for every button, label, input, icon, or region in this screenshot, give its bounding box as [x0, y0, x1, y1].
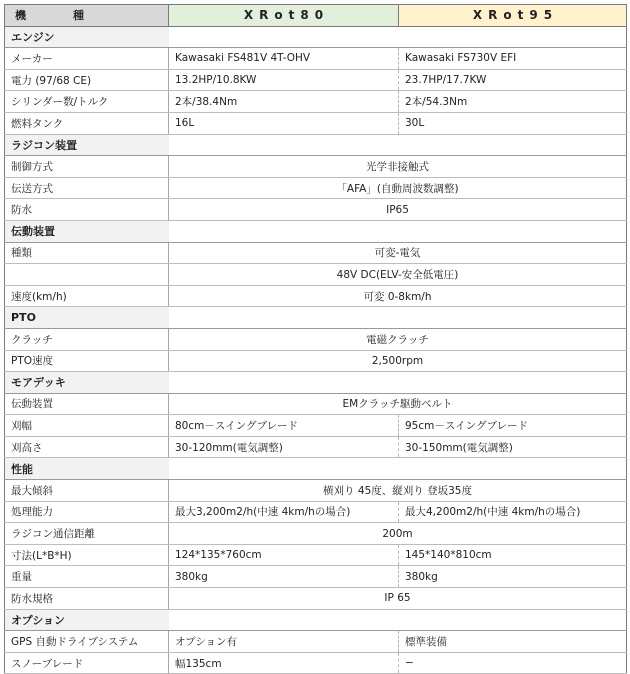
table-row: [5, 112, 627, 134]
spec-value-xrot80: 124*135*760cm: [169, 544, 399, 566]
spec-label: PTO速度: [5, 350, 169, 372]
section-title: モアデッキ: [5, 372, 169, 394]
section-header-row: [5, 458, 627, 480]
spec-label: ラジコン通信距離: [5, 523, 169, 545]
spec-label: スノーブレード: [5, 652, 169, 674]
section-header-row: [5, 220, 627, 242]
spec-value-shared: 電磁クラッチ: [169, 328, 627, 350]
spec-value-shared: 光学非接触式: [169, 156, 627, 178]
spec-value-shared: 横刈り 45度、縦刈り 登坂35度: [169, 480, 627, 502]
spec-value-shared: 「AFA」(自動周波数調整): [169, 177, 627, 199]
table-row: [5, 69, 627, 91]
section-header-row: [5, 372, 627, 394]
spec-value-xrot95: 95cm－スイングブレード: [399, 415, 627, 437]
table-row: [5, 523, 627, 545]
table-row: [5, 393, 627, 415]
spec-label: 防水: [5, 199, 169, 221]
table-row: [5, 566, 627, 588]
spec-value-shared: 200m: [169, 523, 627, 545]
spec-label: 寸法(L*B*H): [5, 544, 169, 566]
spec-label: [5, 264, 169, 286]
spec-value-xrot80: 30-120mm(電気調整): [169, 436, 399, 458]
spec-label: 伝送方式: [5, 177, 169, 199]
section-header-row: [5, 26, 627, 48]
spec-label: 防水規格: [5, 588, 169, 610]
spec-value-shared: EMクラッチ駆動ベルト: [169, 393, 627, 415]
spec-label: 速度(km/h): [5, 285, 169, 307]
spec-label: 最大傾斜: [5, 480, 169, 502]
spec-value-xrot80: 380kg: [169, 566, 399, 588]
spec-value-xrot80: 13.2HP/10.8KW: [169, 69, 399, 91]
spec-value-shared: 可変-電気: [169, 242, 627, 264]
spec-value-xrot80: 幅135cm: [169, 652, 399, 674]
table-row: [5, 264, 627, 286]
section-title: 性能: [5, 458, 169, 480]
spec-value-shared: IP 65: [169, 588, 627, 610]
spec-value-xrot95: 23.7HP/17.7KW: [399, 69, 627, 91]
spec-value-xrot95: 30L: [399, 112, 627, 134]
spec-label: 刈幅: [5, 415, 169, 437]
spec-value-xrot95: 380kg: [399, 566, 627, 588]
section-title: ラジコン装置: [5, 134, 169, 156]
section-title: エンジン: [5, 26, 169, 48]
table-row: [5, 177, 627, 199]
spec-label: 燃料タンク: [5, 112, 169, 134]
table-row: [5, 652, 627, 674]
table-row: [5, 91, 627, 113]
section-title-filler: [169, 134, 627, 156]
spec-value-xrot95: 標準装備: [399, 631, 627, 653]
spec-value-xrot80: 16L: [169, 112, 399, 134]
spec-value-shared: 48V DC(ELV-安全低電圧): [169, 264, 627, 286]
model-header-xrot80: XRot80: [169, 5, 399, 27]
section-title-filler: [169, 307, 627, 329]
spec-label: クラッチ: [5, 328, 169, 350]
spec-body: [5, 26, 627, 674]
spec-value-xrot80: 最大3,200m2/h(中速 4km/hの場合): [169, 501, 399, 523]
spec-label: 刈高さ: [5, 436, 169, 458]
spec-label: 制御方式: [5, 156, 169, 178]
section-title-filler: [169, 372, 627, 394]
table-row: [5, 501, 627, 523]
section-title: PTO: [5, 307, 169, 329]
table-row: [5, 285, 627, 307]
header-row: [5, 5, 627, 27]
table-row: [5, 350, 627, 372]
table-row: [5, 156, 627, 178]
spec-value-xrot80: 2本/38.4Nm: [169, 91, 399, 113]
table-row: [5, 631, 627, 653]
spec-value-xrot80: 80cm－スイングブレード: [169, 415, 399, 437]
table-row: [5, 436, 627, 458]
table-row: [5, 415, 627, 437]
section-header-row: [5, 134, 627, 156]
spec-label: 種類: [5, 242, 169, 264]
section-title-filler: [169, 26, 627, 48]
spec-label: 重量: [5, 566, 169, 588]
spec-label: シリンダー数/トルク: [5, 91, 169, 113]
spec-value-xrot95: 30-150mm(電気調整): [399, 436, 627, 458]
table-row: [5, 48, 627, 70]
table-row: [5, 544, 627, 566]
spec-value-shared: 2,500rpm: [169, 350, 627, 372]
model-header-xrot95: XRot95: [399, 5, 627, 27]
spec-value-xrot95: 2本/54.3Nm: [399, 91, 627, 113]
model-header-label: 機 種: [5, 5, 169, 27]
spec-value-xrot95: 145*140*810cm: [399, 544, 627, 566]
section-title: オプション: [5, 609, 169, 631]
section-title: 伝動装置: [5, 220, 169, 242]
spec-value-xrot95: 最大4,200m2/h(中速 4km/hの場合): [399, 501, 627, 523]
spec-value-shared: IP65: [169, 199, 627, 221]
spec-table: [4, 4, 627, 674]
spec-label: GPS 自動ドライブシステム: [5, 631, 169, 653]
section-header-row: [5, 609, 627, 631]
spec-label: 処理能力: [5, 501, 169, 523]
spec-value-xrot80: Kawasaki FS481V 4T-OHV: [169, 48, 399, 70]
spec-label: メーカー: [5, 48, 169, 70]
spec-value-shared: 可変 0-8km/h: [169, 285, 627, 307]
table-row: [5, 328, 627, 350]
section-title-filler: [169, 220, 627, 242]
spec-value-xrot95: Kawasaki FS730V EFI: [399, 48, 627, 70]
table-row: [5, 480, 627, 502]
spec-label: 伝動装置: [5, 393, 169, 415]
table-row: [5, 588, 627, 610]
spec-label: 電力 (97/68 CE): [5, 69, 169, 91]
table-row: [5, 199, 627, 221]
table-row: [5, 242, 627, 264]
section-title-filler: [169, 458, 627, 480]
spec-value-xrot95: −: [399, 652, 627, 674]
section-header-row: [5, 307, 627, 329]
section-title-filler: [169, 609, 627, 631]
spec-value-xrot80: オプション有: [169, 631, 399, 653]
